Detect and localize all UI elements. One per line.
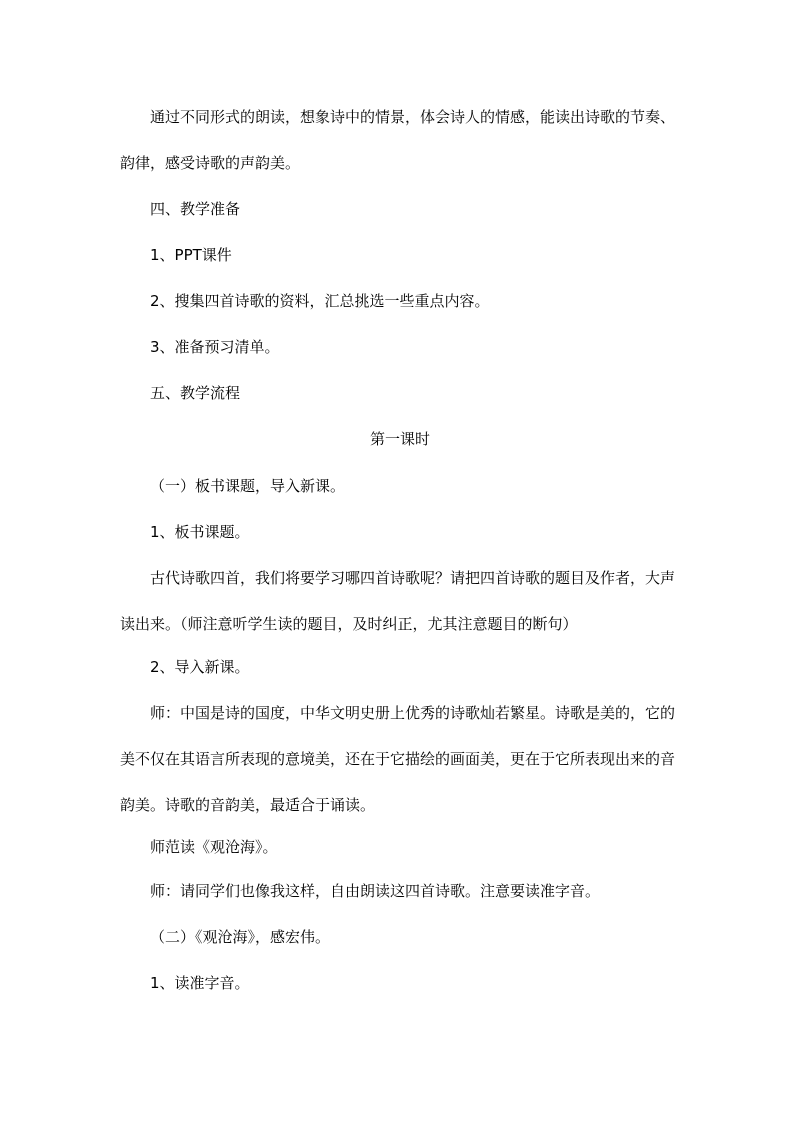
- list-item-ppt: 1、PPT课件: [150, 246, 232, 264]
- paragraph-free-reading: 师：请同学们也像我这样，自由朗读这四首诗歌。注意要读准字音。: [150, 882, 601, 900]
- section-heading-2: （二）《观沧海》，感宏伟。: [150, 928, 331, 946]
- step-write-title: 1、板书课题。: [150, 523, 250, 541]
- section-heading-1: （一）板书课题，导入新课。: [150, 477, 346, 495]
- list-item-preview-list: 3、准备预习清单。: [150, 338, 280, 356]
- heading-teaching-preparation: 四、教学准备: [150, 200, 241, 218]
- heading-teaching-process: 五、教学流程: [150, 384, 241, 402]
- paragraph-reading-goal: 通过不同形式的朗读，想象诗中的情景，体会诗人的情感，能读出诗歌的节奏、韵律，感受诗歌的声韵美。: [120, 108, 676, 172]
- paragraph-four-poems: 古代诗歌四首，我们将要学习哪四首诗歌呢？请把四首诗歌的题目及作者，大声读出来。（师注意听学生读的题目，及时纠正，尤其注意题目的断句）: [120, 569, 676, 633]
- paragraph-teacher-intro: 师：中国是诗的国度，中华文明史册上优秀的诗歌灿若繁星。诗歌是美的，它的美不仅在其语言所表现的意境美，还在于它描绘的画面美，更在于它所表现出来的音韵美。诗歌的音韵美，最适合于诵读。: [120, 704, 676, 814]
- list-item-collect-materials: 2、搜集四首诗歌的资料，汇总挑选一些重点内容。: [150, 292, 490, 310]
- paragraph-model-reading: 师范读《观沧海》。: [150, 838, 278, 856]
- lesson-title: 第一课时: [369, 430, 430, 448]
- step-read-pronunciation: 1、读准字音。: [150, 974, 250, 992]
- step-introduce-lesson: 2、导入新课。: [150, 658, 250, 676]
